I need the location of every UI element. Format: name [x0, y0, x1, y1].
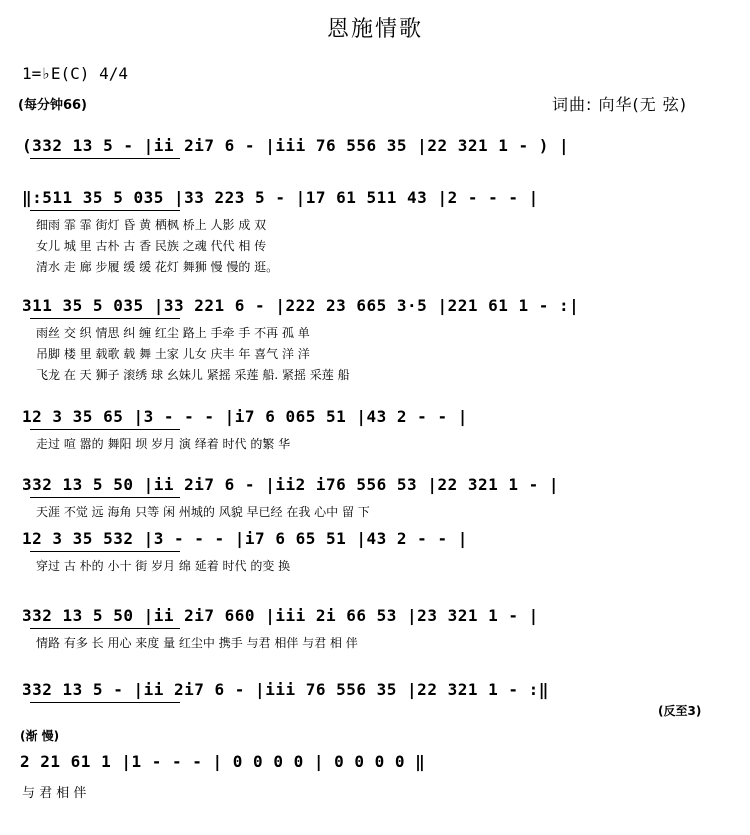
- coda-notation-line: 2 21 61 1 |1 - - - | 0 0 0 0 | 0 0 0 0 ‖: [20, 752, 426, 771]
- lyrics-line: 天涯 不觉 远 海角 只等 闲 州城的 风貌 早已经 在我 心中 留 下: [36, 505, 370, 519]
- song-title: 恩施情歌: [326, 17, 423, 42]
- lyrics-line: 清水 走 廊 步履 缓 缓 花灯 舞狮 慢 慢的 逛。: [36, 260, 279, 274]
- lyrics-line: 女儿 城 里 古朴 古 香 民族 之魂 代代 相 传: [36, 239, 267, 253]
- lyrics-line: 走过 喧 嚣的 舞阳 坝 岁月 演 绎着 时代 的繁 华: [36, 437, 291, 451]
- composer-credit: 词曲: 向华(无 弦): [552, 95, 688, 114]
- lyrics-line: 雨丝 交 织 情思 纠 缠 红尘 路上 手牵 手 不再 孤 单: [36, 326, 310, 340]
- notation-line: 332 13 5 50 |ii 2i7 660 |iii 2i 66 53 |23 321 1 - |: [22, 606, 539, 625]
- beam-line: [30, 429, 180, 430]
- repeat-instruction: (反至3): [658, 704, 702, 718]
- tempo-change-marking: (渐 慢): [20, 729, 60, 743]
- beam-line: [30, 210, 180, 211]
- beam-line: [30, 702, 180, 703]
- beam-line: [30, 497, 180, 498]
- key-signature: 1=♭E(C) 4/4: [22, 64, 128, 83]
- notation-line: 12 3 35 65 |3 - - - |i7 6 065 51 |43 2 - - |: [22, 407, 468, 426]
- lyrics-line: 细雨 霏 霏 街灯 昏 黄 栖枫 桥上 人影 成 双: [36, 218, 267, 232]
- lyrics-line: 穿过 古 朴的 小十 街 岁月 绵 延着 时代 的变 换: [36, 559, 291, 573]
- beam-line: [30, 318, 180, 319]
- lyrics-line: 情路 有多 长 用心 来度 量 红尘中 携手 与君 相伴 与君 相 伴: [36, 636, 358, 650]
- coda-lyrics-line: 与 君 相 伴: [22, 786, 87, 801]
- beam-line: [30, 158, 180, 159]
- notation-line: 332 13 5 50 |ii 2i7 6 - |ii2 i76 556 53 |22 321 1 - |: [22, 475, 560, 494]
- beam-line: [30, 628, 180, 629]
- notation-line: 12 3 35 532 |3 - - - |i7 6 65 51 |43 2 - - |: [22, 529, 468, 548]
- notation-line: (332 13 5 - |ii 2i7 6 - |iii 76 556 35 |22 321 1 - ) |: [22, 136, 570, 155]
- notation-line: 332 13 5 - |ii 2i7 6 - |iii 76 556 35 |22 321 1 - :‖: [22, 680, 549, 699]
- lyrics-line: 吊脚 楼 里 载歌 载 舞 土家 儿女 庆丰 年 喜气 洋 洋: [36, 347, 310, 361]
- notation-line: 311 35 5 035 |33 221 6 - |222 23 665 3·5 |221 61 1 - :|: [22, 296, 580, 315]
- beam-line: [30, 551, 180, 552]
- tempo-marking: (每分钟66): [18, 98, 87, 113]
- lyrics-line: 飞龙 在 天 狮子 滚绣 球 幺妹儿 紧摇 采莲 船. 紧摇 采莲 船: [36, 368, 350, 382]
- notation-line: ‖:511 35 5 035 |33 223 5 - |17 61 511 43 |2 - - - |: [22, 188, 539, 207]
